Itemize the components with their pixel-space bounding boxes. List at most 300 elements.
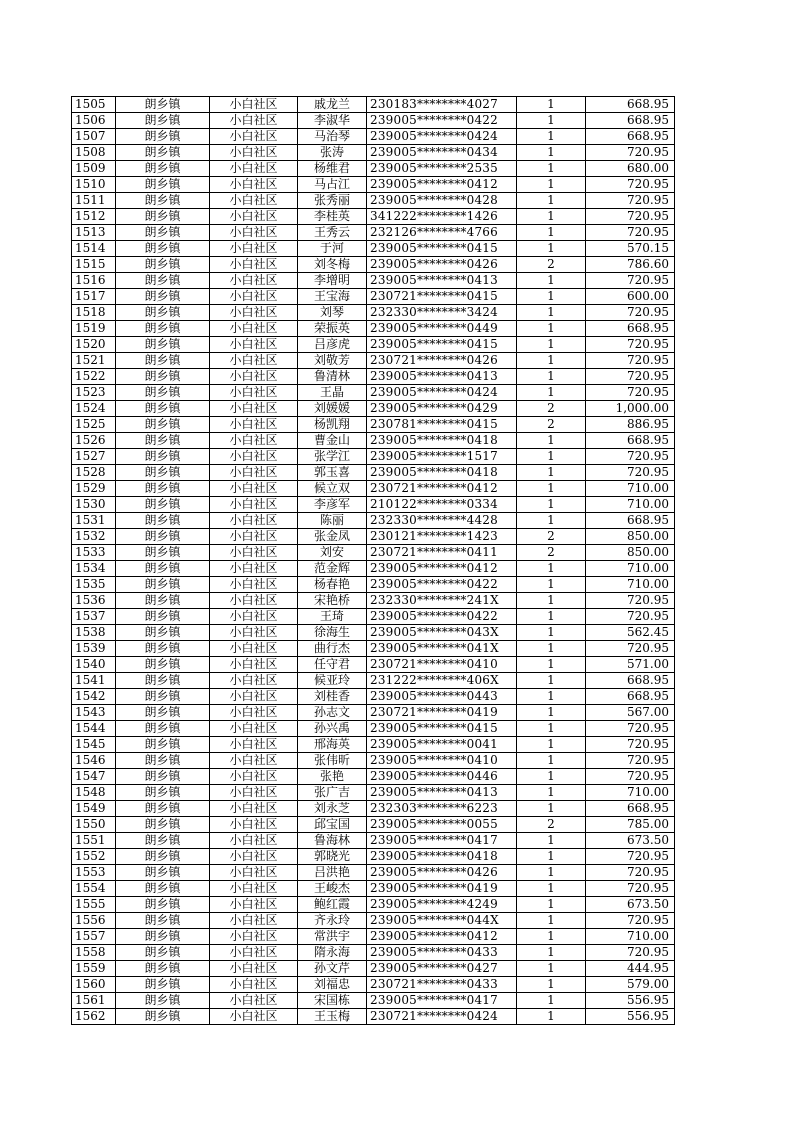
person-count-cell: 1 [517, 689, 586, 705]
community-cell: 小白社区 [210, 1009, 298, 1025]
row-number-cell: 1518 [72, 305, 116, 321]
amount-cell: 668.95 [586, 513, 675, 529]
id-number-cell: 239005********0424 [367, 385, 517, 401]
row-number-cell: 1558 [72, 945, 116, 961]
amount-cell: 710.00 [586, 577, 675, 593]
table-body [72, 97, 675, 1025]
name-cell: 隋永海 [298, 945, 367, 961]
name-cell: 宋艳桥 [298, 593, 367, 609]
amount-cell: 720.95 [586, 353, 675, 369]
town-cell: 朗乡镇 [116, 865, 210, 881]
person-count-cell: 2 [517, 257, 586, 273]
id-number-cell: 239005********0433 [367, 945, 517, 961]
community-cell: 小白社区 [210, 273, 298, 289]
id-number-cell: 239005********0412 [367, 561, 517, 577]
row-number-cell: 1550 [72, 817, 116, 833]
person-count-cell: 1 [517, 465, 586, 481]
person-count-cell: 1 [517, 657, 586, 673]
row-number-cell: 1528 [72, 465, 116, 481]
amount-cell: 720.95 [586, 769, 675, 785]
amount-cell: 720.95 [586, 913, 675, 929]
table-row [72, 353, 675, 369]
town-cell: 朗乡镇 [116, 881, 210, 897]
town-cell: 朗乡镇 [116, 817, 210, 833]
community-cell: 小白社区 [210, 129, 298, 145]
person-count-cell: 1 [517, 705, 586, 721]
town-cell: 朗乡镇 [116, 721, 210, 737]
community-cell: 小白社区 [210, 753, 298, 769]
row-number-cell: 1541 [72, 673, 116, 689]
person-count-cell: 1 [517, 513, 586, 529]
table-row [72, 97, 675, 113]
amount-cell: 720.95 [586, 369, 675, 385]
community-cell: 小白社区 [210, 513, 298, 529]
person-count-cell: 1 [517, 929, 586, 945]
name-cell: 鲁清林 [298, 369, 367, 385]
table-row [72, 849, 675, 865]
town-cell: 朗乡镇 [116, 625, 210, 641]
community-cell: 小白社区 [210, 593, 298, 609]
community-cell: 小白社区 [210, 993, 298, 1009]
amount-cell: 886.95 [586, 417, 675, 433]
town-cell: 朗乡镇 [116, 433, 210, 449]
town-cell: 朗乡镇 [116, 465, 210, 481]
id-number-cell: 341222********1426 [367, 209, 517, 225]
row-number-cell: 1520 [72, 337, 116, 353]
amount-cell: 720.95 [586, 465, 675, 481]
town-cell: 朗乡镇 [116, 657, 210, 673]
name-cell: 王宝海 [298, 289, 367, 305]
name-cell: 张艳 [298, 769, 367, 785]
table-row [72, 561, 675, 577]
id-number-cell: 239005********0041 [367, 737, 517, 753]
row-number-cell: 1525 [72, 417, 116, 433]
community-cell: 小白社区 [210, 737, 298, 753]
name-cell: 于河 [298, 241, 367, 257]
town-cell: 朗乡镇 [116, 913, 210, 929]
row-number-cell: 1531 [72, 513, 116, 529]
name-cell: 刘福忠 [298, 977, 367, 993]
name-cell: 曹金山 [298, 433, 367, 449]
community-cell: 小白社区 [210, 721, 298, 737]
table-row [72, 369, 675, 385]
table-row [72, 1009, 675, 1025]
amount-cell: 720.95 [586, 737, 675, 753]
row-number-cell: 1549 [72, 801, 116, 817]
town-cell: 朗乡镇 [116, 977, 210, 993]
row-number-cell: 1536 [72, 593, 116, 609]
id-number-cell: 239005********0422 [367, 609, 517, 625]
person-count-cell: 2 [517, 529, 586, 545]
town-cell: 朗乡镇 [116, 225, 210, 241]
id-number-cell: 239005********0428 [367, 193, 517, 209]
community-cell: 小白社区 [210, 289, 298, 305]
row-number-cell: 1551 [72, 833, 116, 849]
person-count-cell: 1 [517, 353, 586, 369]
community-cell: 小白社区 [210, 673, 298, 689]
person-count-cell: 1 [517, 993, 586, 1009]
table-row [72, 385, 675, 401]
amount-cell: 720.95 [586, 881, 675, 897]
id-number-cell: 239005********0415 [367, 337, 517, 353]
row-number-cell: 1511 [72, 193, 116, 209]
person-count-cell: 1 [517, 721, 586, 737]
community-cell: 小白社区 [210, 529, 298, 545]
id-number-cell: 239005********0422 [367, 113, 517, 129]
person-count-cell: 1 [517, 129, 586, 145]
name-cell: 王琦 [298, 609, 367, 625]
table-row [72, 225, 675, 241]
table-row [72, 113, 675, 129]
person-count-cell: 1 [517, 673, 586, 689]
table-row [72, 529, 675, 545]
row-number-cell: 1506 [72, 113, 116, 129]
amount-cell: 668.95 [586, 97, 675, 113]
community-cell: 小白社区 [210, 913, 298, 929]
community-cell: 小白社区 [210, 833, 298, 849]
person-count-cell: 2 [517, 417, 586, 433]
amount-cell: 720.95 [586, 945, 675, 961]
id-number-cell: 232303********6223 [367, 801, 517, 817]
id-number-cell: 239005********0449 [367, 321, 517, 337]
person-count-cell: 1 [517, 897, 586, 913]
person-count-cell: 1 [517, 433, 586, 449]
id-number-cell: 239005********0418 [367, 433, 517, 449]
name-cell: 陈丽 [298, 513, 367, 529]
community-cell: 小白社区 [210, 801, 298, 817]
amount-cell: 720.95 [586, 209, 675, 225]
community-cell: 小白社区 [210, 145, 298, 161]
town-cell: 朗乡镇 [116, 353, 210, 369]
name-cell: 齐永玲 [298, 913, 367, 929]
row-number-cell: 1562 [72, 1009, 116, 1025]
person-count-cell: 1 [517, 161, 586, 177]
row-number-cell: 1537 [72, 609, 116, 625]
person-count-cell: 1 [517, 865, 586, 881]
table-row [72, 145, 675, 161]
id-number-cell: 239005********0427 [367, 961, 517, 977]
table-row [72, 497, 675, 513]
community-cell: 小白社区 [210, 977, 298, 993]
amount-cell: 673.50 [586, 833, 675, 849]
person-count-cell: 1 [517, 881, 586, 897]
row-number-cell: 1529 [72, 481, 116, 497]
id-number-cell: 239005********0424 [367, 129, 517, 145]
person-count-cell: 1 [517, 785, 586, 801]
town-cell: 朗乡镇 [116, 321, 210, 337]
town-cell: 朗乡镇 [116, 1009, 210, 1025]
id-number-cell: 230721********0426 [367, 353, 517, 369]
id-number-cell: 232330********4428 [367, 513, 517, 529]
amount-cell: 556.95 [586, 1009, 675, 1025]
table-row [72, 593, 675, 609]
id-number-cell: 230721********0412 [367, 481, 517, 497]
community-cell: 小白社区 [210, 193, 298, 209]
table-row [72, 961, 675, 977]
amount-cell: 680.00 [586, 161, 675, 177]
town-cell: 朗乡镇 [116, 177, 210, 193]
id-number-cell: 232330********241X [367, 593, 517, 609]
id-number-cell: 239005********0422 [367, 577, 517, 593]
community-cell: 小白社区 [210, 401, 298, 417]
row-number-cell: 1515 [72, 257, 116, 273]
name-cell: 曲行杰 [298, 641, 367, 657]
name-cell: 刘媛媛 [298, 401, 367, 417]
town-cell: 朗乡镇 [116, 513, 210, 529]
town-cell: 朗乡镇 [116, 577, 210, 593]
town-cell: 朗乡镇 [116, 545, 210, 561]
id-number-cell: 239005********0434 [367, 145, 517, 161]
id-number-cell: 239005********0413 [367, 273, 517, 289]
table-row [72, 337, 675, 353]
name-cell: 吕彦虎 [298, 337, 367, 353]
name-cell: 刘桂香 [298, 689, 367, 705]
person-count-cell: 1 [517, 113, 586, 129]
person-count-cell: 1 [517, 625, 586, 641]
id-number-cell: 232126********4766 [367, 225, 517, 241]
amount-cell: 567.00 [586, 705, 675, 721]
community-cell: 小白社区 [210, 481, 298, 497]
town-cell: 朗乡镇 [116, 337, 210, 353]
table-row [72, 993, 675, 1009]
community-cell: 小白社区 [210, 97, 298, 113]
name-cell: 杨凯翔 [298, 417, 367, 433]
town-cell: 朗乡镇 [116, 305, 210, 321]
person-count-cell: 2 [517, 817, 586, 833]
id-number-cell: 230183********4027 [367, 97, 517, 113]
table-row [72, 801, 675, 817]
name-cell: 郭玉喜 [298, 465, 367, 481]
name-cell: 王峻杰 [298, 881, 367, 897]
person-count-cell: 1 [517, 369, 586, 385]
id-number-cell: 239005********0413 [367, 369, 517, 385]
community-cell: 小白社区 [210, 705, 298, 721]
person-count-cell: 1 [517, 193, 586, 209]
row-number-cell: 1544 [72, 721, 116, 737]
table-row [72, 513, 675, 529]
amount-cell: 720.95 [586, 449, 675, 465]
person-count-cell: 1 [517, 241, 586, 257]
community-cell: 小白社区 [210, 433, 298, 449]
town-cell: 朗乡镇 [116, 609, 210, 625]
town-cell: 朗乡镇 [116, 561, 210, 577]
amount-cell: 720.95 [586, 337, 675, 353]
community-cell: 小白社区 [210, 353, 298, 369]
row-number-cell: 1535 [72, 577, 116, 593]
table-row [72, 257, 675, 273]
name-cell: 鲍红霞 [298, 897, 367, 913]
amount-cell: 850.00 [586, 529, 675, 545]
id-number-cell: 230721********0419 [367, 705, 517, 721]
community-cell: 小白社区 [210, 337, 298, 353]
id-number-cell: 239005********0418 [367, 465, 517, 481]
id-number-cell: 230721********0411 [367, 545, 517, 561]
amount-cell: 710.00 [586, 481, 675, 497]
person-count-cell: 1 [517, 305, 586, 321]
amount-cell: 720.95 [586, 305, 675, 321]
community-cell: 小白社区 [210, 689, 298, 705]
amount-cell: 720.95 [586, 753, 675, 769]
table-row [72, 433, 675, 449]
amount-cell: 850.00 [586, 545, 675, 561]
row-number-cell: 1523 [72, 385, 116, 401]
person-count-cell: 1 [517, 289, 586, 305]
id-number-cell: 230721********0433 [367, 977, 517, 993]
table-row [72, 705, 675, 721]
table-row [72, 449, 675, 465]
town-cell: 朗乡镇 [116, 529, 210, 545]
id-number-cell: 230721********0415 [367, 289, 517, 305]
person-count-cell: 1 [517, 497, 586, 513]
person-count-cell: 1 [517, 769, 586, 785]
town-cell: 朗乡镇 [116, 849, 210, 865]
row-number-cell: 1561 [72, 993, 116, 1009]
row-number-cell: 1514 [72, 241, 116, 257]
town-cell: 朗乡镇 [116, 785, 210, 801]
person-count-cell: 1 [517, 753, 586, 769]
community-cell: 小白社区 [210, 961, 298, 977]
community-cell: 小白社区 [210, 241, 298, 257]
row-number-cell: 1522 [72, 369, 116, 385]
person-count-cell: 1 [517, 337, 586, 353]
name-cell: 徐海生 [298, 625, 367, 641]
table-row [72, 673, 675, 689]
person-count-cell: 1 [517, 961, 586, 977]
town-cell: 朗乡镇 [116, 641, 210, 657]
amount-cell: 668.95 [586, 673, 675, 689]
amount-cell: 668.95 [586, 689, 675, 705]
amount-cell: 720.95 [586, 177, 675, 193]
town-cell: 朗乡镇 [116, 273, 210, 289]
id-number-cell: 239005********0412 [367, 177, 517, 193]
row-number-cell: 1533 [72, 545, 116, 561]
community-cell: 小白社区 [210, 449, 298, 465]
id-number-cell: 239005********0429 [367, 401, 517, 417]
town-cell: 朗乡镇 [116, 193, 210, 209]
id-number-cell: 239005********043X [367, 625, 517, 641]
name-cell: 孙志文 [298, 705, 367, 721]
amount-cell: 720.95 [586, 849, 675, 865]
community-cell: 小白社区 [210, 897, 298, 913]
person-count-cell: 2 [517, 545, 586, 561]
person-count-cell: 1 [517, 737, 586, 753]
table-row [72, 545, 675, 561]
name-cell: 马占江 [298, 177, 367, 193]
community-cell: 小白社区 [210, 769, 298, 785]
person-count-cell: 1 [517, 945, 586, 961]
town-cell: 朗乡镇 [116, 945, 210, 961]
row-number-cell: 1557 [72, 929, 116, 945]
town-cell: 朗乡镇 [116, 897, 210, 913]
name-cell: 孙兴禹 [298, 721, 367, 737]
row-number-cell: 1560 [72, 977, 116, 993]
row-number-cell: 1516 [72, 273, 116, 289]
amount-cell: 1,000.00 [586, 401, 675, 417]
amount-cell: 600.00 [586, 289, 675, 305]
id-number-cell: 239005********0418 [367, 849, 517, 865]
row-number-cell: 1505 [72, 97, 116, 113]
name-cell: 刘安 [298, 545, 367, 561]
row-number-cell: 1534 [72, 561, 116, 577]
amount-cell: 571.00 [586, 657, 675, 673]
id-number-cell: 239005********041X [367, 641, 517, 657]
name-cell: 马治琴 [298, 129, 367, 145]
amount-cell: 710.00 [586, 929, 675, 945]
table-row [72, 305, 675, 321]
amount-cell: 668.95 [586, 113, 675, 129]
id-number-cell: 239005********0417 [367, 993, 517, 1009]
town-cell: 朗乡镇 [116, 145, 210, 161]
amount-cell: 579.00 [586, 977, 675, 993]
table-row [72, 929, 675, 945]
community-cell: 小白社区 [210, 641, 298, 657]
person-count-cell: 1 [517, 385, 586, 401]
name-cell: 任守君 [298, 657, 367, 673]
id-number-cell: 210122********0334 [367, 497, 517, 513]
table-row [72, 865, 675, 881]
town-cell: 朗乡镇 [116, 481, 210, 497]
town-cell: 朗乡镇 [116, 753, 210, 769]
row-number-cell: 1559 [72, 961, 116, 977]
amount-cell: 668.95 [586, 433, 675, 449]
amount-cell: 570.15 [586, 241, 675, 257]
town-cell: 朗乡镇 [116, 673, 210, 689]
name-cell: 刘琴 [298, 305, 367, 321]
name-cell: 李桂英 [298, 209, 367, 225]
table-row [72, 753, 675, 769]
id-number-cell: 239005********1517 [367, 449, 517, 465]
table-row [72, 737, 675, 753]
town-cell: 朗乡镇 [116, 689, 210, 705]
community-cell: 小白社区 [210, 545, 298, 561]
table-row [72, 129, 675, 145]
amount-cell: 720.95 [586, 385, 675, 401]
town-cell: 朗乡镇 [116, 97, 210, 113]
table-row [72, 785, 675, 801]
table-row [72, 833, 675, 849]
table-row [72, 465, 675, 481]
name-cell: 邢海英 [298, 737, 367, 753]
table-row [72, 721, 675, 737]
name-cell: 刘敬芳 [298, 353, 367, 369]
amount-cell: 556.95 [586, 993, 675, 1009]
town-cell: 朗乡镇 [116, 241, 210, 257]
person-count-cell: 1 [517, 641, 586, 657]
id-number-cell: 239005********0413 [367, 785, 517, 801]
community-cell: 小白社区 [210, 305, 298, 321]
amount-cell: 668.95 [586, 129, 675, 145]
id-number-cell: 232330********3424 [367, 305, 517, 321]
community-cell: 小白社区 [210, 225, 298, 241]
name-cell: 孙文芹 [298, 961, 367, 977]
person-count-cell: 1 [517, 561, 586, 577]
community-cell: 小白社区 [210, 577, 298, 593]
row-number-cell: 1553 [72, 865, 116, 881]
town-cell: 朗乡镇 [116, 417, 210, 433]
id-number-cell: 239005********0417 [367, 833, 517, 849]
amount-cell: 720.95 [586, 721, 675, 737]
table-row [72, 769, 675, 785]
table-row [72, 817, 675, 833]
person-count-cell: 1 [517, 1009, 586, 1025]
id-number-cell: 239005********0426 [367, 257, 517, 273]
id-number-cell: 239005********0443 [367, 689, 517, 705]
id-number-cell: 230781********0415 [367, 417, 517, 433]
id-number-cell: 230721********0410 [367, 657, 517, 673]
name-cell: 王晶 [298, 385, 367, 401]
row-number-cell: 1548 [72, 785, 116, 801]
person-count-cell: 1 [517, 321, 586, 337]
